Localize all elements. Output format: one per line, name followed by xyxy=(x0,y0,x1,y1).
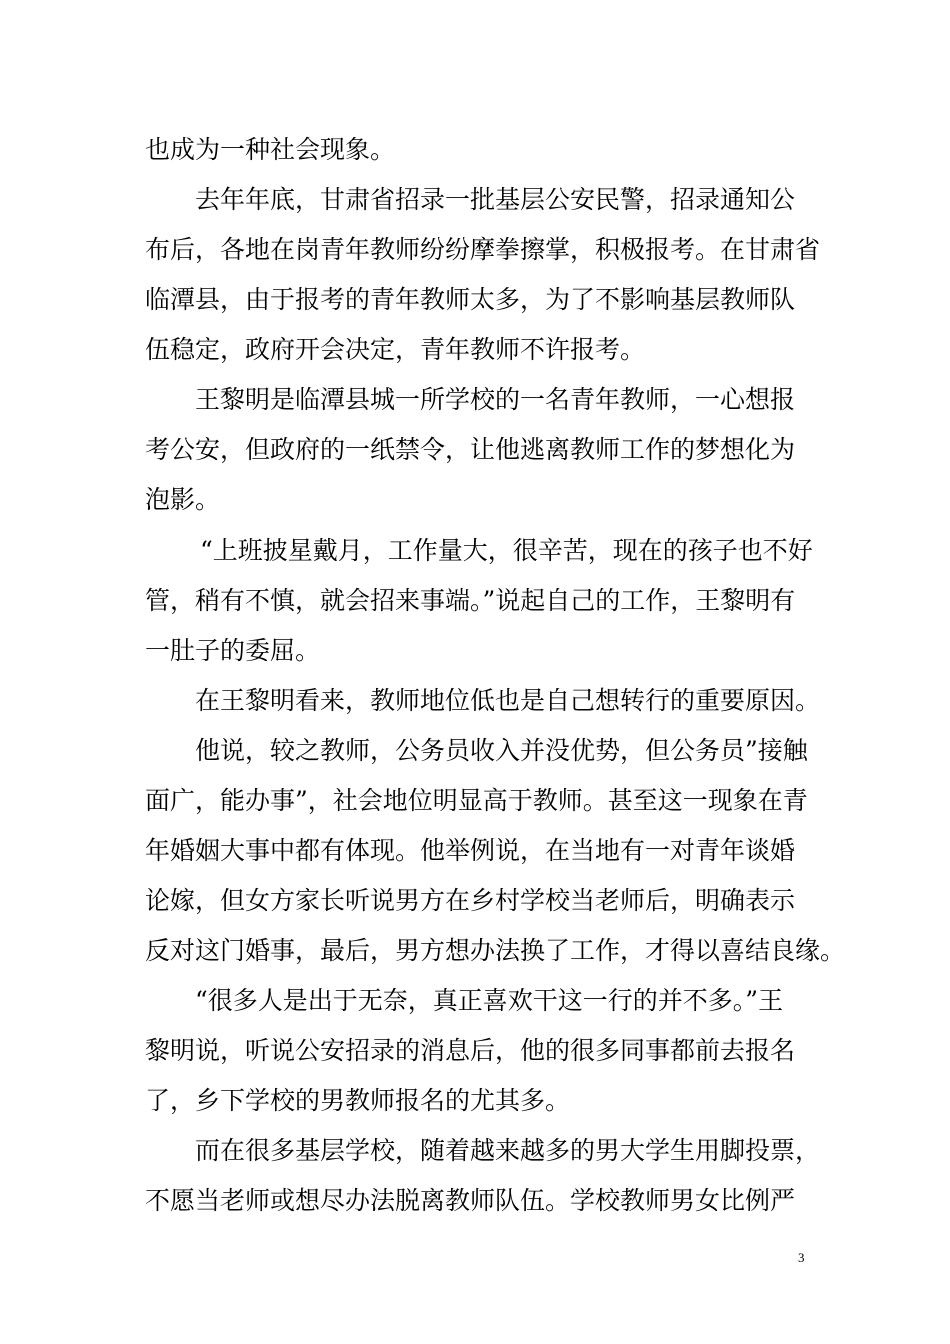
text-line: 泡影。 xyxy=(145,485,221,514)
text-line: 伍稳定，政府开会决定，青年教师不许报考。 xyxy=(145,335,646,364)
text-line: 了，乡下学校的男教师报名的尤其多。 xyxy=(145,1086,571,1115)
text-line: 反对这门婚事，最后，男方想办法换了工作，才得以喜结良缘。 xyxy=(145,936,846,965)
paragraph-first-line: 去年年底，甘肃省招录一批基层公安民警，招录通知公 xyxy=(195,185,796,214)
paragraph-first-line: 他说，较之教师，公务员收入并没优势，但公务员”接触 xyxy=(195,736,808,765)
page-number: 3 xyxy=(798,1250,805,1265)
text-line: 一肚子的委屈。 xyxy=(145,636,321,665)
paragraph-first-line: “上班披星戴月，工作量大，很辛苦，现在的孩子也不好 xyxy=(200,536,813,565)
text-line: 临潭县，由于报考的青年教师太多，为了不影响基层教师队 xyxy=(145,285,796,314)
paragraph-first-line: 王黎明是临潭县城一所学校的一名青年教师，一心想报 xyxy=(195,385,796,414)
text-line: 不愿当老师或想尽办法脱离教师队伍。学校教师男女比例严 xyxy=(145,1186,796,1215)
text-line: 也成为一种社会现象。 xyxy=(145,135,396,164)
paragraph-first-line: 而在很多基层学校，随着越来越多的男大学生用脚投票， xyxy=(195,1136,821,1165)
text-line: 论嫁，但女方家长听说男方在乡村学校当老师后，明确表示 xyxy=(145,886,796,915)
text-line: 考公安，但政府的一纸禁令，让他逃离教师工作的梦想化为 xyxy=(145,435,796,464)
text-line: 管，稍有不慎，就会招来事端。”说起自己的工作，王黎明有 xyxy=(145,586,796,615)
text-line: 年婚姻大事中都有体现。他举例说，在当地有一对青年谈婚 xyxy=(145,836,796,865)
paragraph-first-line: 在王黎明看来，教师地位低也是自己想转行的重要原因。 xyxy=(195,686,821,715)
text-line: 面广，能办事”，社会地位明显高于教师。甚至这一现象在青 xyxy=(145,786,808,815)
text-line: 黎明说，听说公安招录的消息后，他的很多同事都前去报名 xyxy=(145,1036,796,1065)
text-line: 布后，各地在岗青年教师纷纷摩拳擦掌，积极报考。在甘肃省 xyxy=(145,235,821,264)
paragraph-first-line: “很多人是出于无奈，真正喜欢干这一行的并不多。”王 xyxy=(195,986,784,1015)
